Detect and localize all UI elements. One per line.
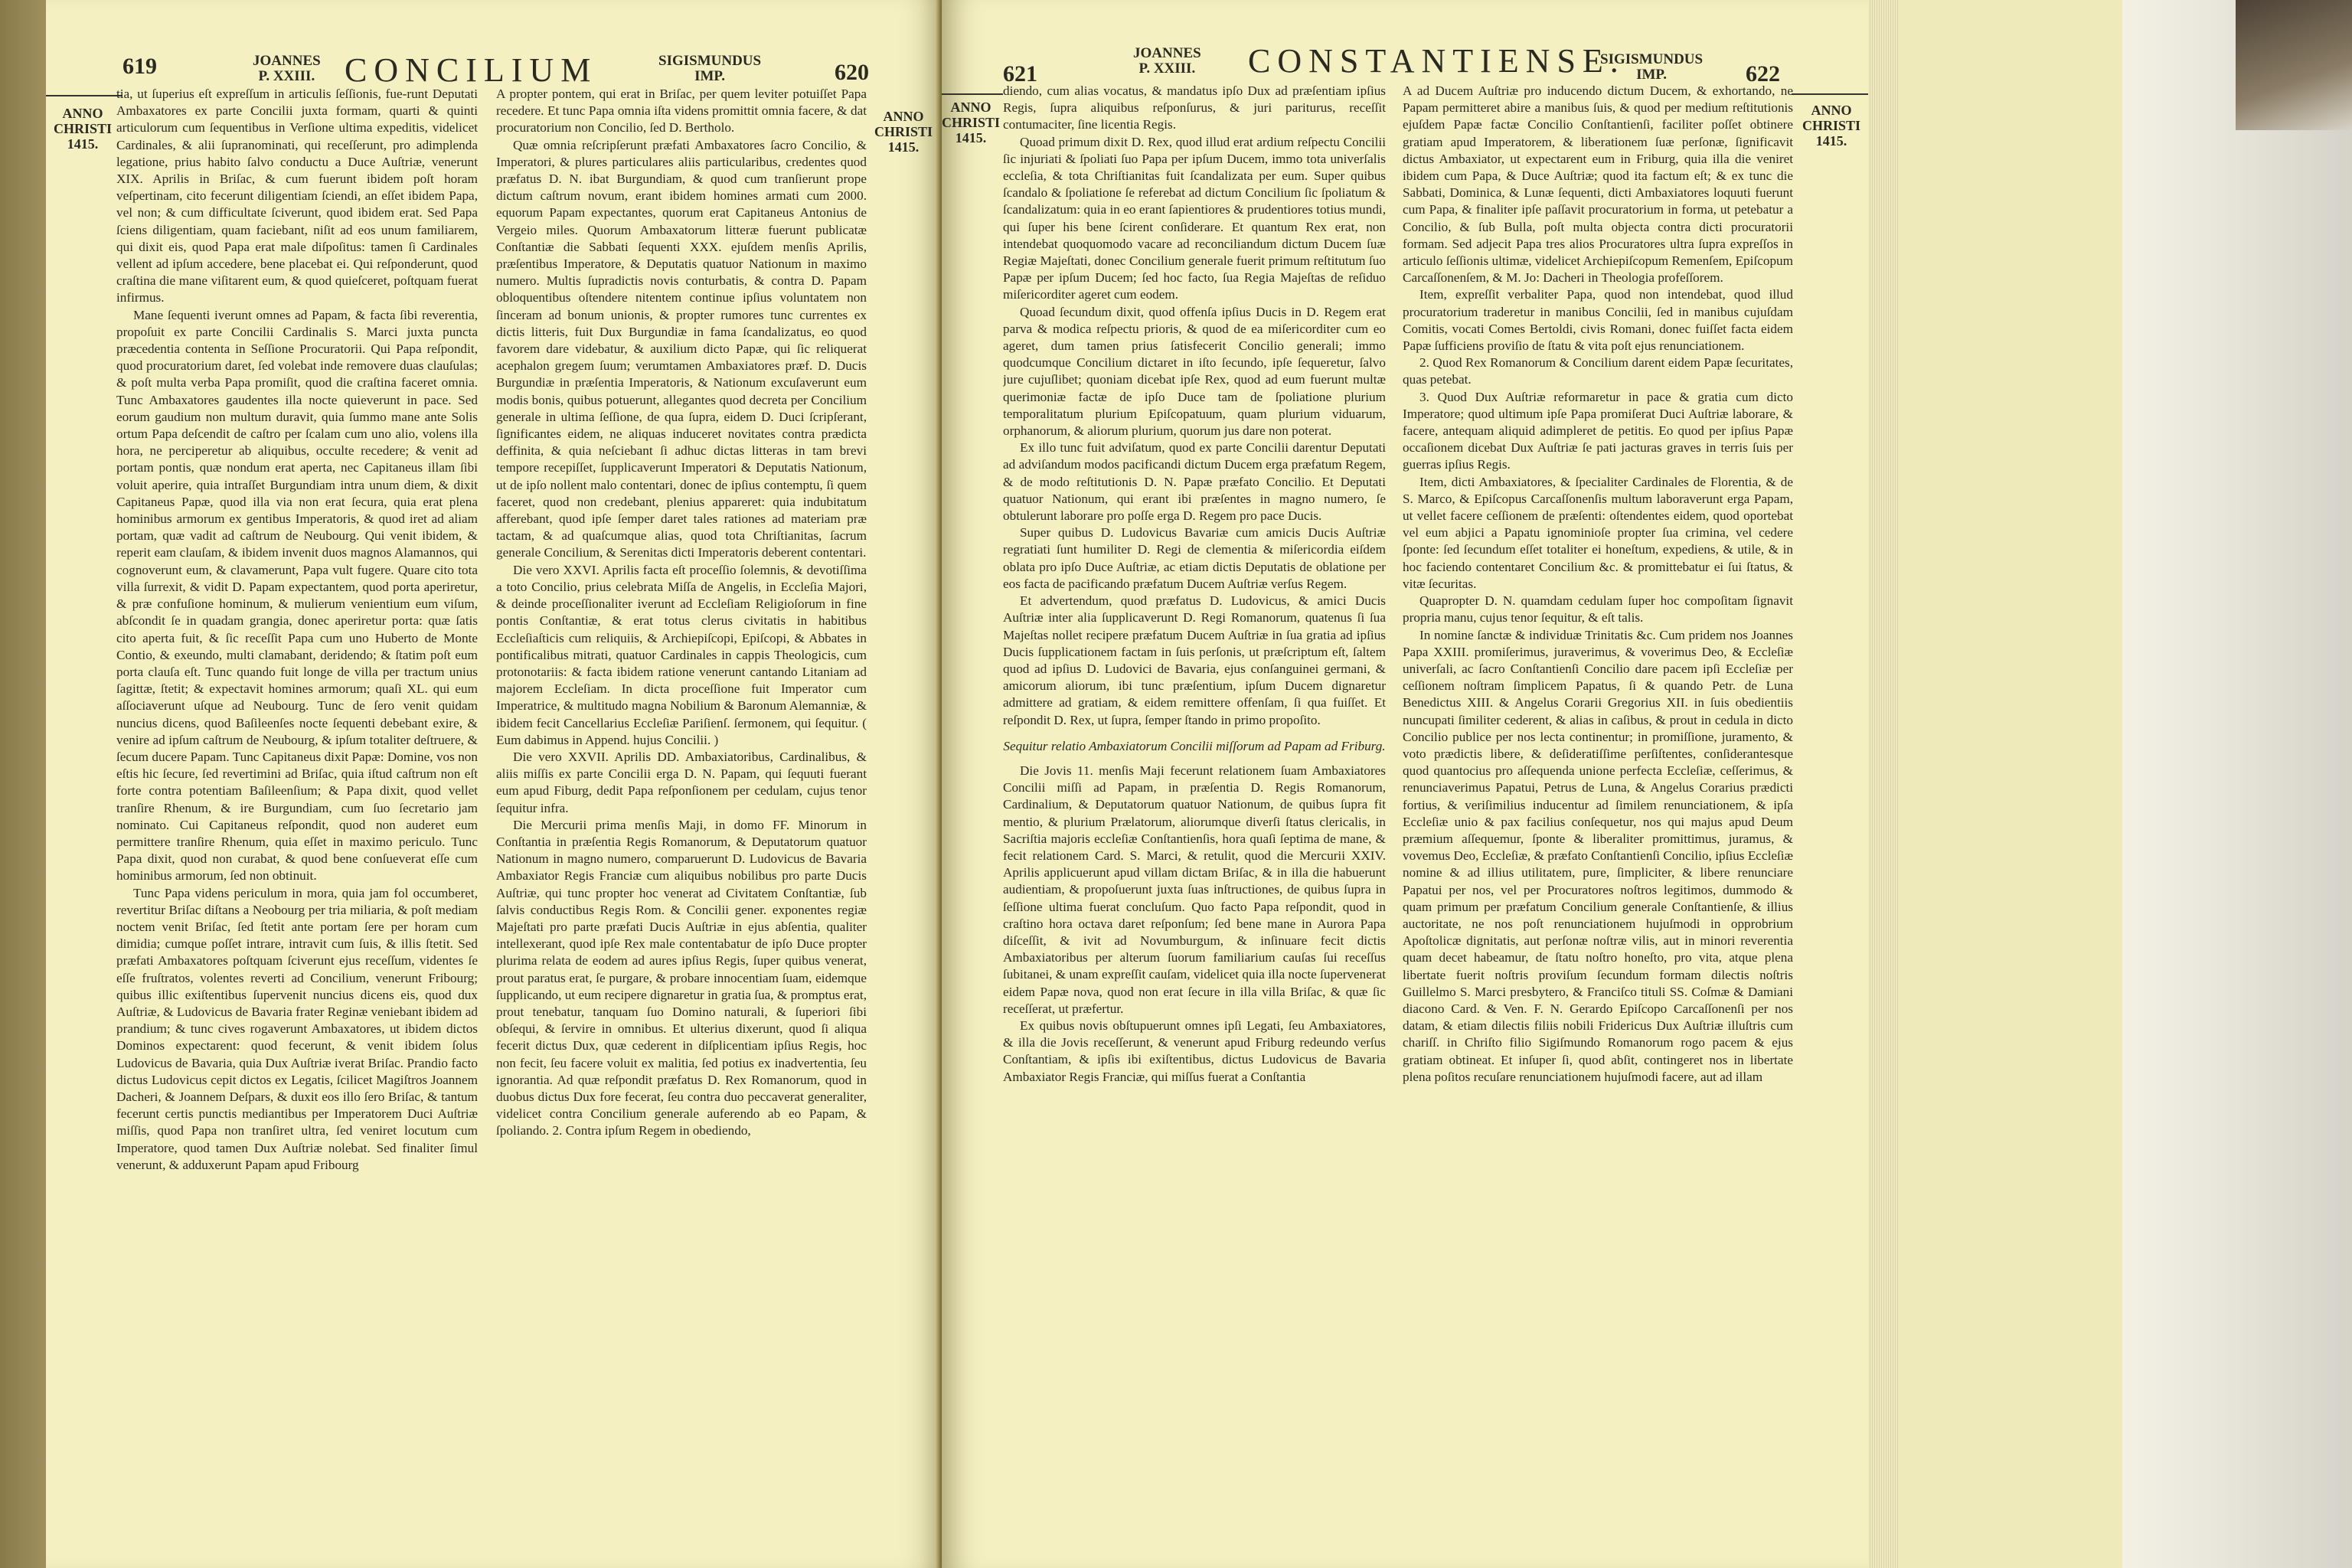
running-head-pope: JOANNES P. XXIII. (253, 53, 321, 84)
page-edges (1868, 0, 1899, 1568)
paragraph: Mane ſequenti iverunt omnes ad Papam, & facta ſibi reverentia, propoſuit ex parte Concilii Cardinalis S. Marci juxta puncta præcedentia contenta in Seſſione Procuratorii. Qui Papa reſpondit, quod procuratorium daret, ſed volebat inde removere duas clauſulas; & poſt multa verba Papa promiſit, quod die craſtina faceret omnia. Tunc Ambaxatores gaudentes illa nocte quieverunt in pace. Sed eorum gaudium non multum duravit, quia ſummo mane ante Solis ortum Papa deſcendit de caſtro per ſcalam cum uno alio, volens illa hora, ne perciperetur ab aliquibus, occulte recedere; & venit ad portam pontis, quæ nondum erat aperta, nec Capitaneus illam ſibi voluit aperire, quia intraſſet Burgundiam intra unum diem, & dixit Capitaneus Papæ, quod illa via non erat ſecura, quia erat plena hominibus armorum ex gentibus Imperatoris, & quod iret ad aliam portam, quæ vadit ad caſtrum de Neubourg. Qui venit ibidem, & reperit eam clauſam, & ibidem invenit duos magnos Alamannos, qui cognoverunt eum, & clavamerunt, Papa vult fugere. Quare cito tota villa ſurrexit, & vidit D. Papam expectantem, quod porta aperiretur, & præ confuſione hominum, & mulierum venientium eum viſum, abſcondit ſe in quadam grangia, donec aperiretur porta: quæ ſatis cito aperta fuit, & ſic receſſit Papa cum uno Huberto de Monte Contio, & exeundo, multi clamabant, deridendo; & ſtatim poſt eum porta clauſa eſt. Tunc quando fuit longe de villa per tractum unius ſagittæ, ſtetit; & expectavit homines armorum; quaſi XL. qui eum aſſociaverunt uſque ad Neubourg. Tunc de ſero venit quidam nuncius dicens, quod Baſileenſes nocte ſequenti debebant exire, & venire ad ipſum caſtrum de Neubourg, & ipſum totaliter deſtruere, & ſecum ducere Papam. Tunc Capitaneus dixit Papæ: Domine, vos non eſtis hic ſecure, ſed revertimini ad Briſac, quia iſtud caſtrum non eſt forte contra potentiam Baſileenſium; & Papa dixit, quod vellet tranſire Rhenum, & ire Burgundiam, cum ſuo ſecretario jam nominato. Cui Capitaneus reſpondit, quod non auderet eum permittere tranſire Rhenum, quia eſſet in maximo periculo. Tunc Papa dixit, quod non curabat, & quod bene conſueverat eſſe cum hominibus armorum, ſed non obtinuit. (116, 307, 478, 884)
paragraph: In nomine ſanctæ & individuæ Trinitatis &c. Cum pridem nos Joannes Papa XXIII. promiſerimus, juraverimus, & voverimus Deo, & Eccleſiæ univerſali, ac ſacro Conſtantienſi Concilio dare pacem ipſi Eccleſiæ per ceſſionem noſtram ſimplicem Papatus, ſi & quando Petr. de Luna Benedictus XIII. & Angelus Corarii Gregorius XII. in ſuis obedientiis nuncupati ſimiliter cederent, & alias in caſibus, & prout in cedula in dicto Concilio publice per nos lecta continentur; in promiſſione, juramento, & voto prædictis libere, & deſideratiſſime perſiſtentes, conſiderantesque quod quantocius pro aſſequenda unione perfecta Eccleſiæ, ceſſerimus, & renunciaverimus Papatui, Petrus de Luna, & Angelus Corarius prædicti fortius, & veriſimilius inducentur ad ſimilem renunciationem, & ipſa Eccleſiæ unio & pax facilius conſequetur, nos qui majus apud Deum præmium aſſequemur, ſponte & liberaliter promittimus, juramus, & vovemus Deo, Eccleſiæ, & præfato Conſtantienſi Concilio, ipſius Eccleſiæ nomine & ad illius utilitatem, pure, ſimpliciter, & libere renunciare Papatui per nos, vel per Procuratores noſtros legitimos, dummodo & quam primum per præfatum Concilium generale Conſtantienſe, & illius auctoritate, ne nos poſt renunciationem hujuſmodi in opprobrium Apoſtolicæ dignitatis, aut perſonæ noſtræ vilis, aut in minori reverentia quam decet habeamur, de ſtatu noſtro honeſto, pro vita, atque plena libertate fuerit noſtris proviſum ſecundum formam dilectis noſtris Guillelmo S. Marci presbytero, & Franciſco tituli SS. Coſmæ & Damiani diacono Card. & Ven. F. N. Gerardo Epiſcopo Carcaſſonenſi per nos datam, & etiam dilectis filiis nobili Fridericus Dux Auſtriæ illuſtris cum chariſſ. in Chriſto filio Sigiſmundo Romanorum rogo pacem & ejus gratiam obtineat. Et inſuper ſi, quod abſit, contingeret nos in libertate plena poſitos recuſare renunciationem hujuſmodi facere, aut ad illam (1403, 627, 1793, 1084)
margin-year-left: ANNO CHRISTI 1415. (942, 100, 1001, 145)
paragraph: Die Mercurii prima menſis Maji, in domo FF. Minorum in Conſtantia in præſentia Regis Romanorum, & Deputatorum quatuor Nationum in magno numero, comparuerunt D. Ludovicus de Bavaria Ambaxiator Regis Franciæ cum aliquibus nobilibus pro parte Ducis Auſtriæ, qui tunc propter hoc venerat ad Civitatem Conſtantiæ, ſub ſalvis conductibus Regis Rom. & Concilii gener. exponentes regiæ Majeſtati pro parte præfati Ducis Auſtriæ in ejus abſentia, qualiter intellexerant, quod ipſe Rex male contentabatur de ipſo Duce propter plurima relata de eodem ad aures ipſius Regis, ſuper quibus venerat, prout paratus erat, ſe purgare, & probare innocentiam ſuam, eidemque ſupplicando, ut eum recipere dignaretur in gratia ſua, & promptus erat, prout tenebatur, tanquam ſuo Domino naturali, & ſuperiori ſibi obſequi, & ſervire in omnibus. Et ulterius dixerunt, quod ſi aliqua fecerit dictus Dux, quæ cederent in diſplicentiam ipſius Regis, hoc non fecit, ſeu facere voluit ex malitia, ſed potius ex inadvertentia, ſeu ignorantia. Ad quæ reſpondit præfatus D. Rex Romanorum, quod in duobus dictus Dux fore fecerat, ſeu contra duo peccaverat generaliter, videlicet contra Concilium generale auferendo ab eo Papam, & ſpoliando. 2. Contra ipſum Regem in obediendo, (496, 817, 867, 1138)
left-page (46, 0, 942, 1568)
paragraph: Die Jovis 11. menſis Maji fecerunt relationem ſuam Ambaxiatores Concilii miſſi ad Papam, in præſentia D. Regis Romanorum, Cardinalium, & Deputatorum quatuor Nationum, de quibus ſupra fit mentio, & plurium Prælatorum, aliorumque diverſi ſtatus clericalis, in Sacriſtia majoris eccleſiæ Conſtantienſis, hora quaſi ſeptima de mane, & fecit relationem Card. S. Marci, & retulit, quod die Mercurii XXIV. Aprilis applicuerunt apud villam dictam Briſac, & in illa die habuerunt audientiam, & propoſuerunt juxta ſuas inſtructiones, de quibus ſupra in ſeſſione ultima fuerat concluſum. Quo facto Papa reſpondit, quod in craſtino hora octava daret reſponſum; ſed bene mane in Aurora Papa diſceſſit, & ivit ad Novumburgum, & inſinuare fecit dictis Ambaxiatoribus per alterum ſuorum familiarium cauſas ſui receſſus ſubitanei, & unam expreſſit cauſam, videlicet quia illa nocte ſupervenerat eidem Papæ nova, quod non erat ſecure in illa villa Briſac, & quæ ſic receſſerat, ut præfertur. (1003, 763, 1386, 1016)
page-number-right: 622 (1746, 61, 1780, 87)
paragraph: Item, dicti Ambaxiatores, & ſpecialiter Cardinales de Florentia, & de S. Marco, & Epiſcopus Carcaſſonenſis multum laboraverunt erga Papam, ut vellet facere ceſſionem de præſenti: oſtendentes eidem, quod oportebat vel eum abjici a Papatu ignominioſe propter ſua crimina, vel cedere ſponte: ſed ſecundum eſſet totaliter ei honeſtum, expediens, & utile, & in hoc faciendo contentaret Concilium &c. & promittebatur ei ſui ſtatus, & vitæ ſecuritas. (1403, 474, 1793, 591)
paragraph: Quoad primum dixit D. Rex, quod illud erat ardium reſpectu Concilii ſic injuriati & ſpoliati ſuo Papa per ipſum Ducem, immo tota univerſalis eccleſia, & tota Chriſtianitas fuit ſcandalizata per eum. Super quibus ſcandalo & ſpoliatione ſe referebat ad dictum Concilium ſic ſpoliatum & ſcandalizatum: quia in eo erant ſapientiores & prudentiores totius mundi, qui ſuper his bene ſcirent conſiderare. Et quantum Rex erat, non intendebat quoquomodo vacare ad reconciliandum dictum Ducem ſuæ Regiæ Majeſtati, donec Concilium generale fuerit primum reſtitutum ſuo Papæ per ipſum Ducem; ſed hoc facto, ſua Regia Majeſtas de reſiduo miſericorditer ageret cum eodem. (1003, 134, 1386, 302)
text-column-1 (116, 86, 478, 1540)
right-page (942, 0, 1868, 1568)
margin-year-right: ANNO CHRISTI 1415. (874, 109, 933, 155)
running-head-emperor: SIGISMUNDUS IMP. (658, 53, 762, 84)
paragraph: A ad Ducem Auſtriæ pro inducendo dictum Ducem, & exhortando, ne Papam permitteret abire a manibus ſuis, & quod per medium reſtitutionis ejuſdem Papæ factæ Concilio Conſtantienſi, faciliter poſſet obtinere gratiam apud Imperatorem, & liberationem ſuæ perſonæ, ſignificavit dictus Ambaxiator, ut expectarent eum in Friburg, quia illa die veniret ibidem cum Papa, & Duce Auſtriæ; quod ita factum eſt; & ex tunc die Sabbati, Dominica, & Lunæ ſequenti, dicti Ambaxiatores loquuti fuerunt cum Papa, & finaliter ipſe paſſavit procuratorium in forma, ut petebatur a Concilio, & ſub Bulla, poſt multa objecta contra dicti procuratorii formam. Sed adjecit Papa tres alios Procuratores ultra ſupra expreſſos in articulo ſeſſionis ultimæ, videlicet Archiepiſcopum Remenſem, Epiſcopum Carcaſſonenſem, & M. Jo: Dacheri in Theologia profeſſorem. (1403, 83, 1793, 286)
running-head-emperor: SIGISMUNDUS IMP. (1600, 51, 1704, 83)
header-rule (46, 95, 122, 96)
running-head-title: CONCILIUM (345, 51, 598, 89)
page-number-left: 621 (1003, 61, 1037, 87)
paragraph: 3. Quod Dux Auſtriæ reformaretur in pace & gratia cum dicto Imperatore; quod ultimum ipſe Papa promiſerat Duci Auſtriæ laborare, & facere, antequam aliquid adimpleret de petitis. Eo quod per ipſius Papæ occaſionem dicebat Dux Auſtriæ ſe pati jacturas graves in terris ſuis per guerras ipſius Regis. (1403, 389, 1793, 472)
paragraph: diendo, cum alias vocatus, & mandatus ipſo Dux ad præſentiam ipſius Regis, ſupra aliquibus reſponſurus, & juri pariturus, receſſit contumaciter, ſine licentia Regis. (1003, 83, 1386, 132)
section-heading: Sequitur relatio Ambaxiatorum Concilii miſſorum ad Papam ad Friburg. (1003, 738, 1386, 753)
text-column-2 (496, 86, 867, 1540)
text-column-2 (1403, 83, 1793, 1553)
paragraph: Ex quibus novis obſtupuerunt omnes ipſi Legati, ſeu Ambaxiatores, & illa die Jovis receſſerunt, & venerunt apud Friburg redeundo verſus Conſtantiam, & ipſis ibi exiſtentibus, dictus Ludovicus de Bavaria Ambaxiator Regis Franciæ, qui miſſus fuerat a Conſtantia (1003, 1018, 1386, 1084)
paragraph: Die vero XXVII. Aprilis DD. Ambaxiatoribus, Cardinalibus, & aliis miſſis ex parte Concilii erga D. N. Papam, qui ſequuti fuerant eum apud Fiburg, dedit Papa reſponſionem per cedulam, cujus tenor ſequitur infra. (496, 749, 867, 815)
text-column-1 (1003, 83, 1386, 1553)
running-head-title: CONSTANTIENSE. (1248, 42, 1625, 80)
paragraph: Quoad ſecundum dixit, quod offenſa ipſius Ducis in D. Regem erat parva & modica reſpectu prioris, & quod de ea miſericorditer cum eo ageret, dum tamen prius ſatisfecerit Concilio generali; immo quodcumque Concilium dictaret in iſto ſecundo, ipſe ſequeretur, ſalvo jure cujuſlibet; quoniam dicebat ipſe Rex, quod ad eum fuerunt multæ querimoniæ factæ de ipſo Duce tam de ſpoliatione plurium temporalitatum plurium Epiſcopatuum, quam plurium viduarum, orphanorum, & aliorum plurium, quorum jus dare non poterat. (1003, 304, 1386, 439)
paragraph: Ex illo tunc fuit adviſatum, quod ex parte Concilii darentur Deputati ad adviſandum modos pacificandi dictum Ducem erga præfatum Regem, & de modo reſtitutionis D. N. Papæ præfato Concilio. Et Deputati quatuor Nationum, qui erant ibi præſentes in magno numero, ſe obtulerunt laborare pro poſſe erga D. Regem pro pace Ducis. (1003, 440, 1386, 524)
running-head-pope: JOANNES P. XXIII. (1133, 45, 1201, 77)
paragraph: Tunc Papa videns periculum in mora, quia jam fol occumberet, revertitur Briſac diſtans a Neobourg per tria miliaria, & poſt mediam noctem venit Briſac, ſed ſtetit ante portam ſere per horam cum dimidia; cumque poſſet intrare, intravit cum ſuis, & illis ſtetit. Sed præfati Ambaxatores poſtquam ſciverunt ejus receſſum, videntes ſe eſſe fruſtratos, volentes reverti ad Concilium, venerunt Fribourg; quibus illic exiſtentibus ſupervenit nuncius dicens eis, quod dux Auſtriæ, & Ludovicus de Bavaria frater Reginæ veniebant ibidem ad prandium; & tunc cives rogaverunt Ambaxatores, ut ibidem dictos Dominos expectarent: quod fecerunt, & venit ibidem ſolus Ludovicus de Bavaria, quia Dux Auſtriæ iverat Briſac. Prandio facto dictus Ludovicus cepit dictos ex Legatis, ſcilicet Magiſtros Joannem Dacheri, & Joannem Deſpars, & duxit eos illo ſero Briſac, & tantum fecerunt certis punctis mediantibus per Imperatorem Duci Auſtriæ miſſis, quod Papa non tranſiret ultra, ſed veniret locutum cum Imperatore, quod tamen Dux Auſtriæ nolebat. Sed finaliter ſimul venerunt, & adduxerunt Papam apud Fribourg (116, 885, 478, 1172)
paragraph: Quapropter D. N. quamdam cedulam ſuper hoc compoſitam ſignavit propria manu, cujus tenor ſequitur, & eſt talis. (1403, 593, 1793, 626)
paragraph: Die vero XXVI. Aprilis facta eſt proceſſio ſolemnis, & devotiſſima a toto Concilio, prius celebrata Miſſa de Angelis, in Eccleſia Majori, & deinde proceſſionaliter iverunt ad Eccleſiam Religioſorum in fine pontis Conſtantiæ, & erat totus clerus civitatis in habitibus Eccleſiaſticis cum reliquiis, & Archiepiſcopi, Epiſcopi, & Abbates in pontificalibus mitrati, quatuor Cardinales in cappis Theologicis, cum protonotariis: & facta ibidem ratione venerunt cantando Litaniam ad majorem Eccleſiam. In dicta proceſſione fuit Imperator cum Imperatrice, & multitudo magna Nobilium & Baronum Alemanniæ, & ibidem fecit Cancellarius Eccleſiæ Pariſienſ. ſermonem, qui ſequitur. ( Eum dabimus in Append. hujus Concilii. ) (496, 562, 867, 747)
header-rule (942, 93, 1003, 95)
paragraph: A propter pontem, qui erat in Briſac, per quem leviter potuiſſet Papa recedere. Et tunc Papa omnia iſta videns promittit omnia facere, & dat procuratorium non Concilio, ſed D. Bertholo. (496, 87, 867, 136)
margin-year-right: ANNO CHRISTI 1415. (1802, 103, 1861, 149)
paragraph: Super quibus D. Ludovicus Bavariæ cum amicis Ducis Auſtriæ regratiati ſunt humiliter D. Regi de clementia & miſericordia eiſdem oblata pro ipſo Duce Auſtriæ, ac etiam dictis Deputatis de oblatione per eos facta de pacificando præfatum Ducem Auſtriæ verſus Regem. (1003, 525, 1386, 591)
paragraph: Et advertendum, quod præfatus D. Ludovicus, & amici Ducis Auſtriæ inter alia ſupplicaverunt D. Regi Romanorum, quatenus ſi ſua Majeſtas nollet recipere præfatum Ducem Auſtriæ in ſua gratia ad ipſius Ducis ſupplicationem factam in ſuis perſonis, ut præſcriptum eſt, ſaltem quod ad ipſius D. Ludovici de Bavaria, ejus conſanguinei germani, & amicorum aliorum, ibi tunc præſentium, ipſum Ducem dignaretur admittere ad gratiam, & eidem remittere offenſam, ſi qua fuiſſet. Et reſpondit D. Rex, ut ſupra, ſemper ſtando in primo propoſito. (1003, 593, 1386, 727)
margin-year-left: ANNO CHRISTI 1415. (53, 106, 113, 152)
paragraph: tia, ut ſuperius eſt expreſſum in articulis ſeſſionis, fue-runt Deputati Ambaxatores ex parte Concilii juxta formam, quarti & quinti articulorum cum ſequentibus in Verſione ultima expeditis, videlicet Cardinales, & alii ſupranominati, qui receſſerunt, pro adimplenda legatione, prius habito ſalvo conductu a Duce Auſtriæ, venerunt XIX. Aprilis in Briſac, & cum fuerunt ibidem poſt horam veſpertinam, cito fecerunt diligentiam ſciendi, an eſſet ibidem Papa, vel non; & cum difficultate ſciverunt, quod ibidem erat. Sed Papa ſciens diligentiam, quam faciebant, niſit ad eos unum familiarem, qui dixit eis, quod Papa erat male diſpoſitus: tamen ſi Cardinales vellent ad ipſum accedere, bene placebat ei. Qui reſponderunt, quod craſtina die mane viſitarent eum, & quod quieſceret, poſtquam fuerat infirmus. (116, 87, 478, 305)
page-number-right: 620 (835, 60, 869, 85)
header-rule (1792, 93, 1868, 95)
corner-object (2236, 0, 2352, 130)
paragraph: 2. Quod Rex Romanorum & Concilium darent eidem Papæ ſecuritates, quas petebat. (1403, 355, 1793, 387)
desk-surface (2122, 0, 2352, 1568)
paragraph: Quæ omnia reſcripſerunt præfati Ambaxatores ſacro Concilio, & Imperatori, & plures particulares aliis particularibus, credentes quod præfatus D. N. ibat Burgundiam, & quod cum tranſierunt prope dictum caſtrum novum, erant ibidem homines armati cum 2000. equorum Papam expectantes, quorum erat Capitaneus Antonius de Vergeio miles. Quorum Ambaxatorum litteræ fuerunt publicatæ Conſtantiæ die Sabbati ſequenti XXX. ejuſdem menſis Aprilis, præſentibus Imperatore, & Deputatis quatuor Nationum in maximo numero. Multis ſupradictis novis conturbatis, & contra D. Papam obloquentibus oſtendere nitentem continue ipſius voluntatem non ſinceram ad bonum unionis, & propter rumores tunc currentes ex dictis litteris, fuit Dux Burgundiæ in fama ſcandalizatus, eo quod favorem dare videbatur, & auxilium dicto Papæ, qui ſic reliquerat acephalon gregem ſuum; verumtamen Ambaxiatores præf. D. Ducis Burgundiæ in præſentia Imperatoris, & Nationum excuſaverunt eum modis bonis, quibus potuerunt, allegantes quod decreta per Concilium generale in ultima ſeſſione, de qua ſupra, eidem D. Duci ſcripſerant, ſignificantes eidem, ne aliquas induceret novitates contra prædicta deffinita, & quia neſciebant ſi adhuc dictas litteras in tam brevi tempore recepiſſet, ſupplicaverunt Imperatori & Deputatis Nationum, ut de ipſo nollent malo contentari, donec de ipſius contemptu, ſi quem faceret, quod non credebant, plenius appareret: quia indubitatum afferebant, quod ipſe ſemper daret tales rationes ad materiam præ tactam, & ad quaſcumque alias, quod tota Chriſtianitas, ſacrum generale Concilium, & Serenitas dicti Imperatoris deberent contentari. (496, 137, 867, 560)
page-number-left: 619 (122, 54, 157, 79)
paragraph: Item, expreſſit verbaliter Papa, quod non intendebat, quod illud procuratorium traderetur in manibus Concilii, ſed in manibus cujuſdam Comitis, vocati Comes Bertoldi, civis Romani, donec fuiſſet facta eidem Papæ ſufficiens proviſio de ſtatu & vita poſt ejus renunciationem. (1403, 287, 1793, 354)
